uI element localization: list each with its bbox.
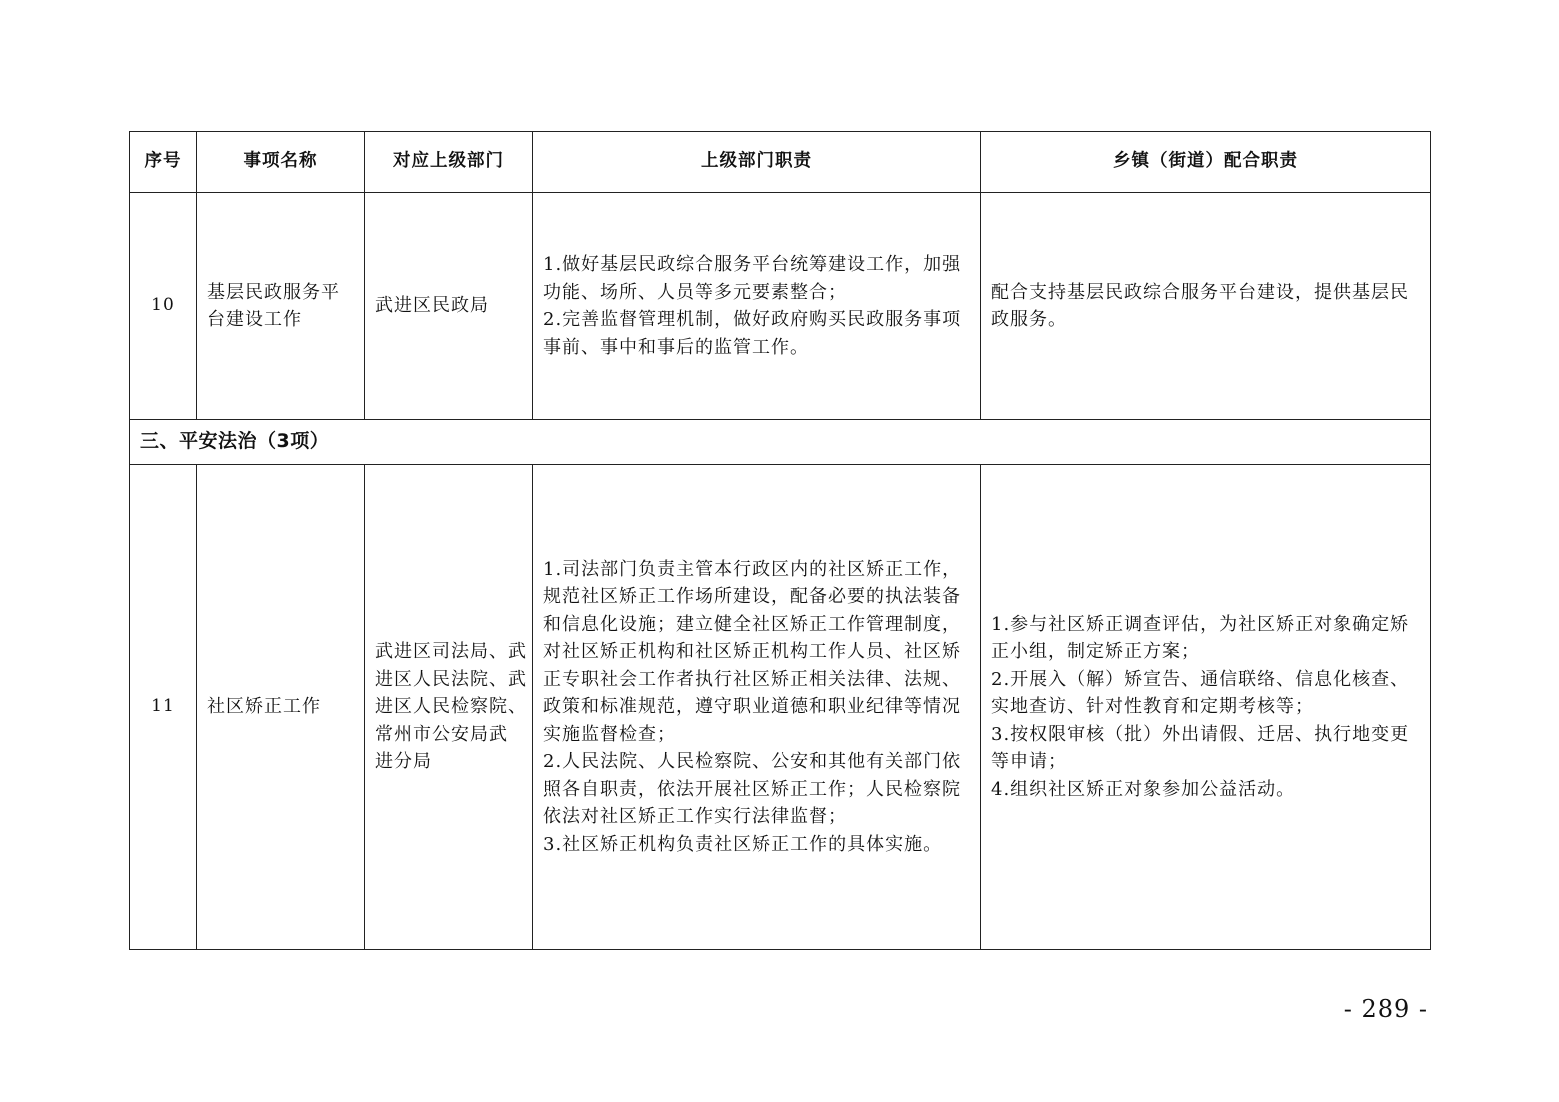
town-duty-line: 3.按权限审核（批）外出请假、迁居、执行地变更 — [991, 723, 1410, 745]
header-dept: 对应上级部门 — [365, 132, 533, 193]
upper-duty-line: 政策和标准规范，遵守职业道德和职业纪律等情况 — [543, 696, 961, 718]
row-upper-duty — [533, 465, 981, 950]
upper-duty-line: 1.做好基层民政综合服务平台统筹建设工作，加强 — [543, 254, 962, 275]
row-item-name — [197, 193, 365, 420]
row-dept — [365, 193, 533, 420]
upper-duty-line: 实施监督检查； — [543, 723, 676, 745]
town-duty-line: 等申请； — [991, 751, 1067, 773]
header-row — [130, 132, 1431, 193]
dept-line: 进区人民法院、武 — [375, 668, 527, 690]
header-upper-duty: 上级部门职责 — [533, 132, 981, 193]
upper-duty-line: 事前、事中和事后的监管工作。 — [543, 336, 809, 358]
dept-line: 进区人民检察院、 — [375, 696, 527, 718]
row-seq: 11 — [130, 465, 197, 950]
upper-duty-line: 1.司法部门负责主管本行政区内的社区矫正工作， — [543, 558, 962, 580]
section-row — [130, 420, 1431, 465]
header-town-duty: 乡镇（街道）配合职责 — [981, 132, 1431, 193]
row-dept — [365, 465, 533, 950]
upper-duty-line: 功能、场所、人员等多元要素整合； — [543, 281, 847, 303]
town-duty-line: 实地查访、针对性教育和定期考核等； — [991, 696, 1314, 718]
town-duty-line: 配合支持基层民政综合服务平台建设，提供基层民 — [991, 281, 1409, 303]
table-row — [130, 193, 1431, 420]
upper-duty-line: 正专职社会工作者执行社区矫正相关法律、法规、 — [543, 668, 961, 690]
item-name-line: 台建设工作 — [207, 309, 302, 330]
item-name-line: 基层民政服务平 — [207, 281, 340, 303]
upper-duty-line: 照各自职责，依法开展社区矫正工作；人民检察院 — [543, 778, 961, 800]
row-item-name — [197, 465, 365, 950]
town-duty-line: 2.开展入（解）矫宣告、通信联络、信息化核查、 — [991, 668, 1410, 690]
row-town-duty — [981, 193, 1431, 420]
table-row — [130, 465, 1431, 950]
upper-duty-line: 规范社区矫正工作场所建设，配备必要的执法装备 — [543, 586, 961, 608]
town-duty-line: 4.组织社区矫正对象参加公益活动。 — [991, 778, 1296, 800]
header-item-name: 事项名称 — [197, 132, 365, 193]
dept-line: 进分局 — [375, 751, 432, 773]
item-name-line: 社区矫正工作 — [207, 696, 321, 718]
town-duty-line: 1.参与社区矫正调查评估，为社区矫正对象确定矫 — [991, 613, 1410, 635]
upper-duty-line: 3.社区矫正机构负责社区矫正工作的具体实施。 — [543, 833, 943, 855]
upper-duty-line: 2.完善监督管理机制，做好政府购买民政服务事项 — [543, 309, 962, 330]
upper-duty-line: 和信息化设施；建立健全社区矫正工作管理制度， — [543, 613, 961, 635]
duty-table — [129, 131, 1431, 950]
dept-line: 武进区民政局 — [375, 295, 489, 317]
section-title: 三、平安法治（3项） — [130, 420, 1431, 465]
row-town-duty — [981, 465, 1431, 950]
upper-duty-line: 依法对社区矫正工作实行法律监督； — [543, 806, 847, 828]
dept-line: 常州市公安局武 — [375, 723, 508, 745]
header-seq: 序号 — [130, 132, 197, 193]
town-duty-line: 政服务。 — [991, 309, 1067, 330]
town-duty-line: 正小组，制定矫正方案； — [991, 641, 1200, 663]
row-upper-duty — [533, 193, 981, 420]
page-number: - 289 - — [1343, 995, 1428, 1023]
upper-duty-line: 2.人民法院、人民检察院、公安和其他有关部门依 — [543, 751, 962, 773]
upper-duty-line: 对社区矫正机构和社区矫正机构工作人员、社区矫 — [543, 641, 961, 663]
row-seq: 10 — [130, 193, 197, 420]
dept-line: 武进区司法局、武 — [375, 641, 527, 663]
